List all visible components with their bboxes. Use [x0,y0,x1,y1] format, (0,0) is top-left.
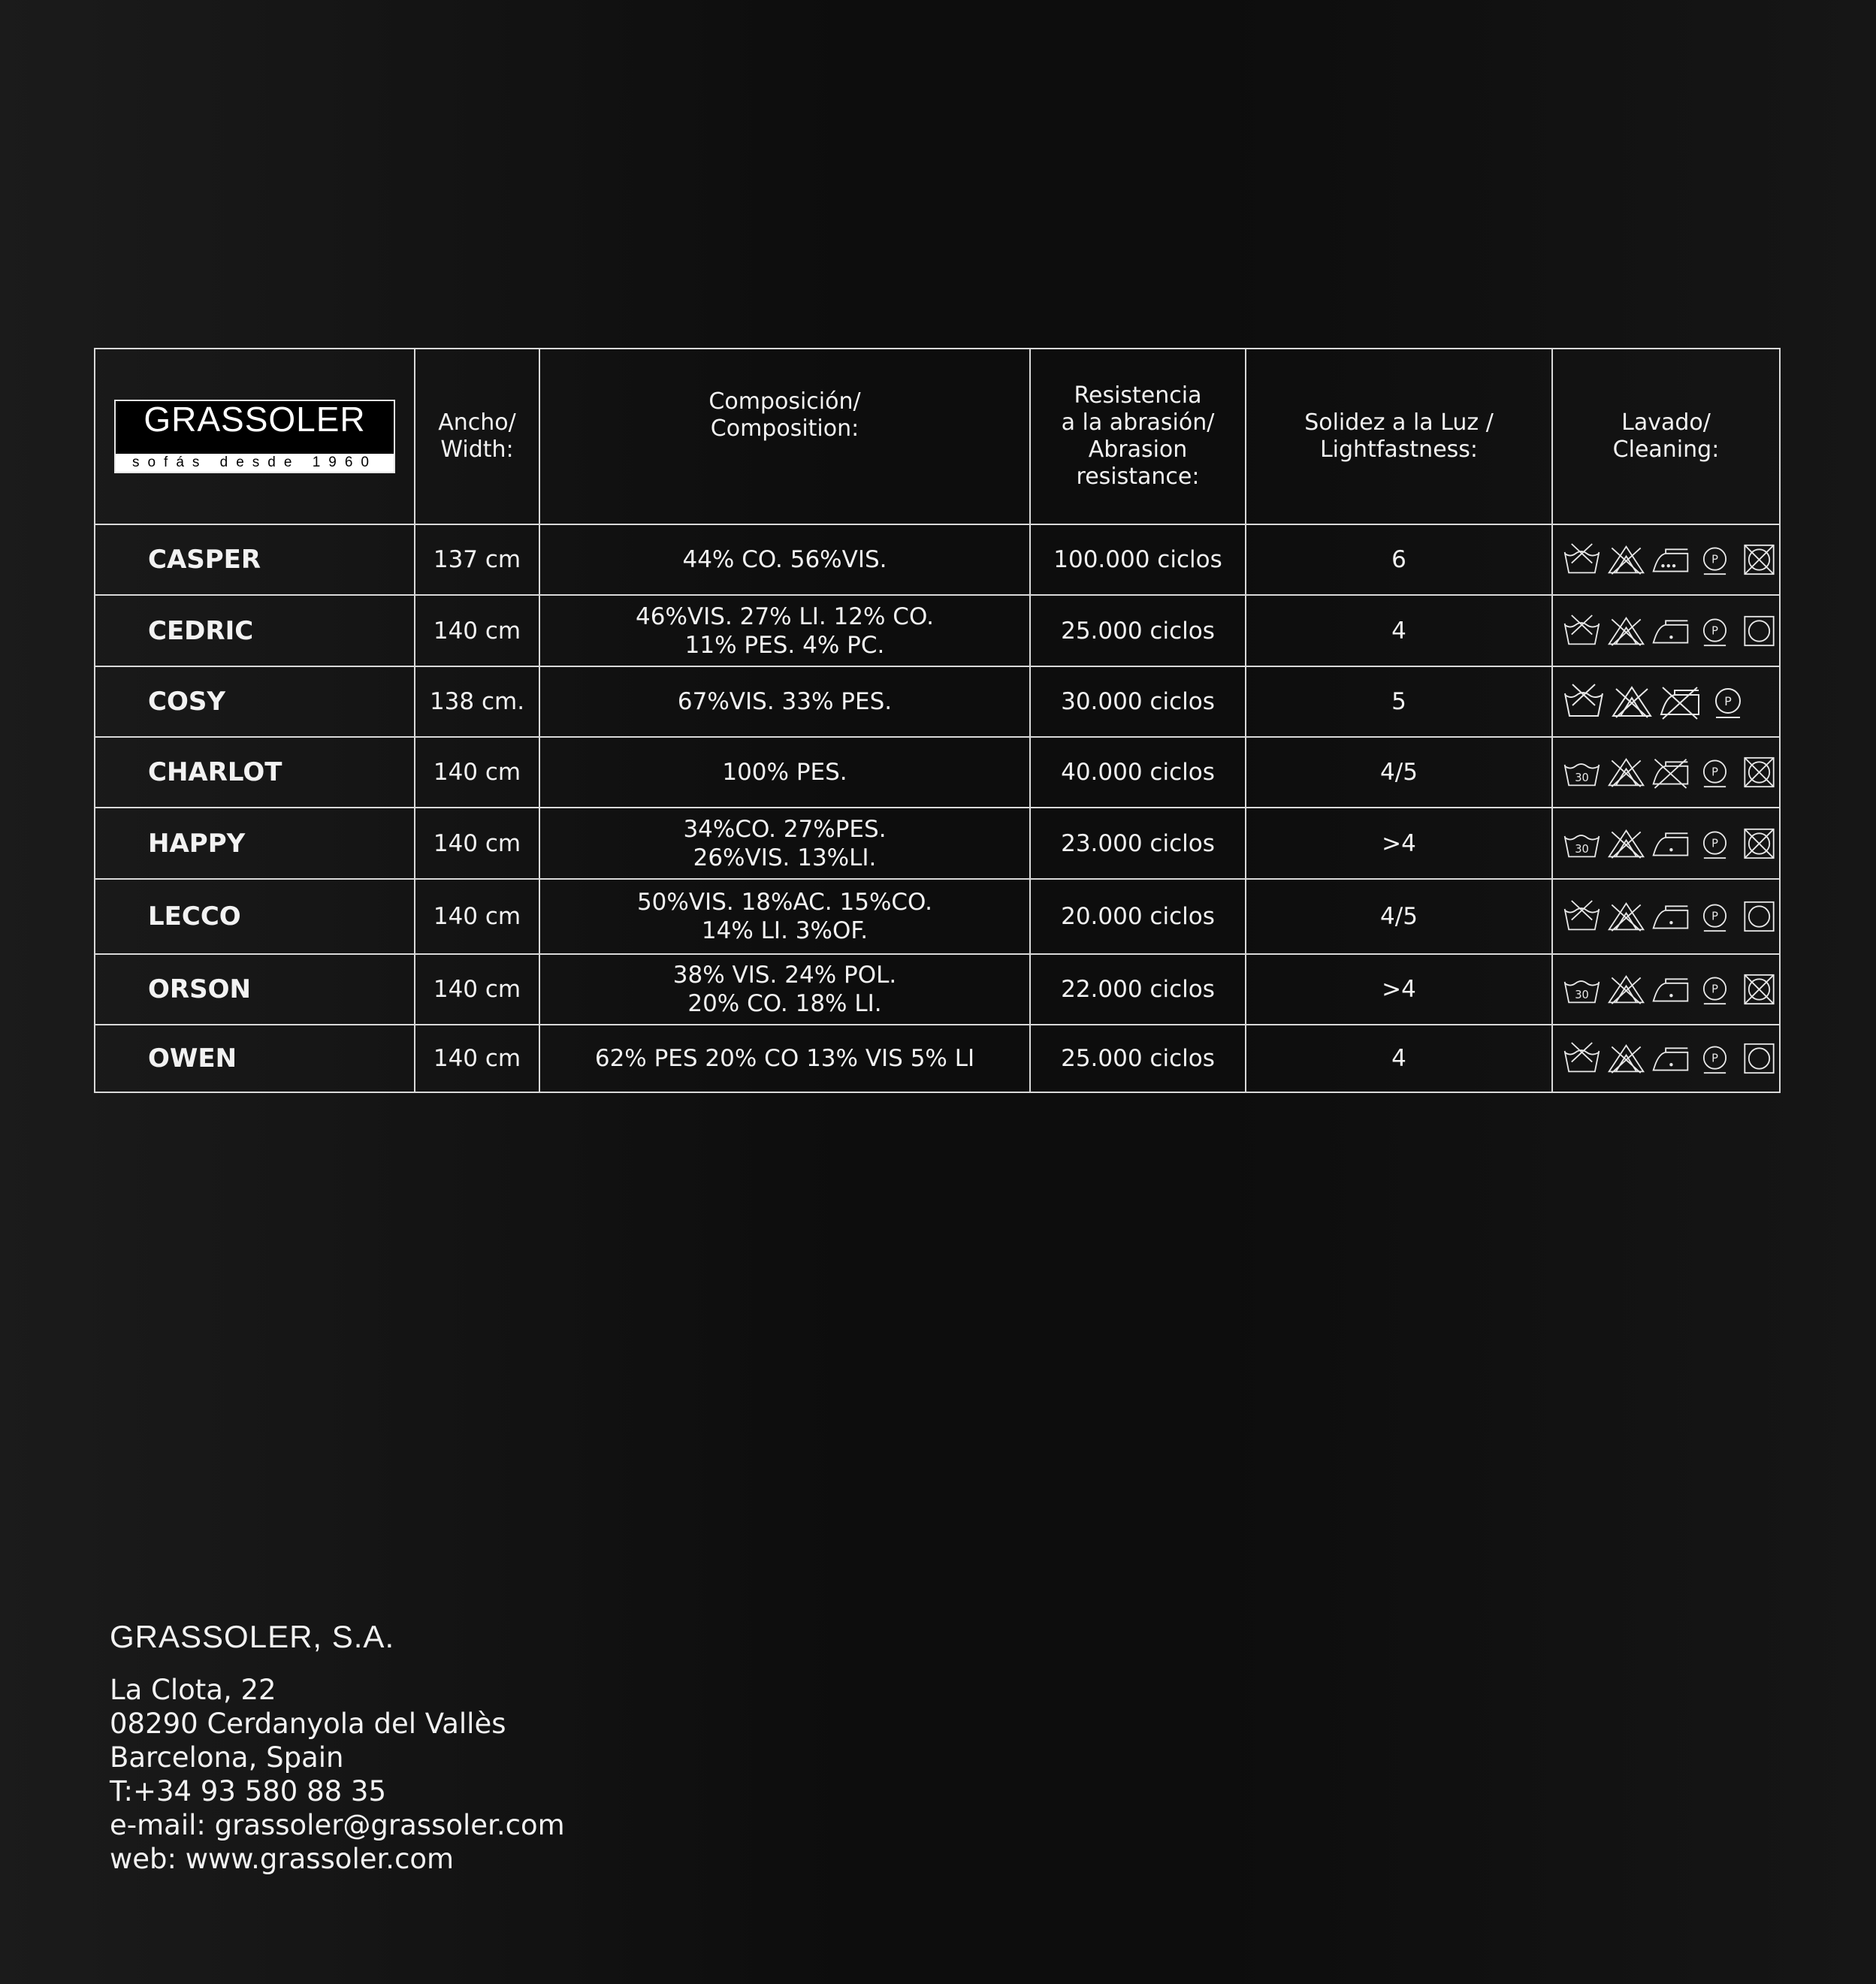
header-cleaning-en: Cleaning: [1612,436,1720,463]
no-bleach-icon [1606,898,1646,935]
care-icons [1553,683,1779,720]
fabric-composition [539,524,1030,595]
fabric-name: OWEN [95,1025,415,1092]
fabric-lightfastness: >4 [1246,808,1552,879]
fabric-care-symbols [1552,524,1780,595]
table-row [95,954,1780,1025]
fabric-care-symbols [1552,808,1780,879]
iron-low-icon [1651,898,1690,935]
fabric-width: 140 cm [415,879,539,954]
composition-line: 14% LI. 3%OF. [701,917,869,944]
fabric-lightfastness: 4 [1246,595,1552,666]
logo-cell [95,349,415,524]
table-body [95,524,1780,1092]
no-wash-icon [1562,541,1602,578]
no-iron-icon [1658,683,1702,720]
fabric-abrasion: 23.000 ciclos [1030,808,1246,879]
dryclean-p-icon [1695,971,1735,1008]
composition-line: 20% CO. 18% LI. [687,990,882,1017]
fabric-name: HAPPY [95,808,415,879]
no-bleach-icon [1606,541,1646,578]
dryclean-letter: P [1711,910,1718,923]
dryclean-letter: P [1711,553,1718,566]
fabric-composition [539,595,1030,666]
composition-line: 26%VIS. 13%LI. [693,844,877,871]
fabric-care-symbols [1552,737,1780,808]
fabric-composition [539,737,1030,808]
no-wash-icon [1562,683,1606,720]
fabric-composition [539,808,1030,879]
fabric-care-symbols [1552,595,1780,666]
wash-temp-label: 30 [1575,988,1589,1001]
fabric-lightfastness: >4 [1246,954,1552,1025]
fabric-name: CHARLOT [95,737,415,808]
fabric-composition [539,954,1030,1025]
dryclean-p-icon [1695,753,1735,791]
no-wash-icon [1562,1040,1602,1077]
header-lightfastness [1246,349,1552,524]
fabric-width: 140 cm [415,737,539,808]
no-bleach-icon [1606,825,1646,862]
header-light-es: Solidez a la Luz / [1304,409,1494,436]
fabric-care-symbols [1552,879,1780,954]
iron-low-icon [1651,1040,1690,1077]
fabric-width: 140 cm [415,808,539,879]
composition-line: 11% PES. 4% PC. [684,631,885,659]
care-icons [1553,1040,1779,1077]
fabric-width: 140 cm [415,1025,539,1092]
iron-low-icon [1651,612,1690,650]
fabric-care-symbols [1552,1025,1780,1092]
fabric-abrasion: 40.000 ciclos [1030,737,1246,808]
composition-line: 38% VIS. 24% POL. [672,962,897,989]
no-bleach-icon [1610,683,1654,720]
tumble-dry-icon [1739,1040,1779,1077]
website: web: www.grassoler.com [110,1843,455,1875]
fabric-composition [539,879,1030,954]
fabric-lightfastness: 5 [1246,666,1552,737]
fabric-width: 140 cm [415,954,539,1025]
iron-high-icon [1651,541,1690,578]
fabric-care-symbols [1552,666,1780,737]
iron-low-icon [1651,971,1690,1008]
care-icons [1553,898,1779,935]
tumble-dry-icon [1739,612,1779,650]
dryclean-p-icon [1695,541,1735,578]
wash-30-icon [1562,825,1602,862]
no-tumble-dry-icon [1739,753,1779,791]
header-width [415,349,539,524]
fabric-lightfastness: 4 [1246,1025,1552,1092]
wash-30-icon [1562,753,1602,791]
no-wash-icon [1562,612,1602,650]
logo-tagline: sofás desde 1960 [116,454,394,472]
fabric-lightfastness: 4/5 [1246,879,1552,954]
no-tumble-dry-icon [1739,971,1779,1008]
fabric-abrasion: 25.000 ciclos [1030,1025,1246,1092]
care-icons [1553,753,1779,791]
fabric-name: COSY [95,666,415,737]
header-abrasion-line3: Abrasion [1088,436,1188,463]
fabric-composition [539,666,1030,737]
header-composition [539,349,1030,524]
header-composition-es: Composición/ [708,388,861,415]
dryclean-letter: P [1711,1052,1718,1065]
fabric-composition [539,1025,1030,1092]
grassoler-logo [114,400,395,473]
dryclean-p-icon [1706,683,1750,720]
fabric-name: CEDRIC [95,595,415,666]
table-row [95,808,1780,879]
table-row [95,879,1780,954]
address-country: Barcelona, Spain [110,1741,344,1774]
dryclean-letter: P [1724,694,1732,708]
header-abrasion-line4: resistance: [1076,464,1200,490]
care-icons [1553,825,1779,862]
composition-line: 46%VIS. 27% LI. 12% CO. [636,602,934,630]
composition-line: 100% PES. [722,759,847,786]
dryclean-p-icon [1695,612,1735,650]
fabric-lightfastness: 4/5 [1246,737,1552,808]
no-tumble-dry-icon [1739,541,1779,578]
company-name: GRASSOLER, S.A. [110,1619,395,1654]
wash-temp-label: 30 [1575,771,1589,784]
header-abrasion-line1: Resistencia [1074,382,1202,409]
header-composition-en: Composition: [710,415,859,442]
dryclean-p-icon [1695,1040,1735,1077]
composition-line: 50%VIS. 18%AC. 15%CO. [636,889,933,916]
dryclean-p-icon [1695,825,1735,862]
fabric-width: 140 cm [415,595,539,666]
header-width-es: Ancho/ [438,409,516,436]
no-bleach-icon [1606,1040,1646,1077]
fabric-name: ORSON [95,954,415,1025]
table-row [95,666,1780,737]
composition-line: 34%CO. 27%PES. [683,815,887,843]
wash-30-icon [1562,971,1602,1008]
dryclean-letter: P [1711,837,1718,850]
fabric-abrasion: 100.000 ciclos [1030,524,1246,595]
no-tumble-dry-icon [1739,825,1779,862]
header-cleaning-es: Lavado/ [1621,409,1711,436]
table-row [95,595,1780,666]
iron-low-icon [1651,825,1690,862]
dryclean-letter: P [1711,983,1718,996]
header-width-en: Width: [440,436,514,463]
header-cleaning [1552,349,1780,524]
fabric-abrasion: 22.000 ciclos [1030,954,1246,1025]
logo-brand-name: GRASSOLER [143,400,366,439]
wash-temp-label: 30 [1575,842,1589,856]
email: e-mail: grassoler@grassoler.com [110,1809,565,1841]
header-abrasion [1030,349,1246,524]
fabric-name: CASPER [95,524,415,595]
fabric-abrasion: 30.000 ciclos [1030,666,1246,737]
no-wash-icon [1562,898,1602,935]
table-row [95,1025,1780,1092]
footer-contact [110,1619,565,1876]
dryclean-letter: P [1711,624,1718,638]
care-icons [1553,612,1779,650]
phone: T:+34 93 580 88 35 [110,1775,386,1807]
dryclean-letter: P [1711,766,1718,779]
header-abrasion-line2: a la abrasión/ [1061,409,1215,436]
no-bleach-icon [1606,612,1646,650]
fabric-abrasion: 25.000 ciclos [1030,595,1246,666]
address-city: 08290 Cerdanyola del Vallès [110,1708,506,1740]
address-street: La Clota, 22 [110,1674,276,1706]
composition-line: 62% PES 20% CO 13% VIS 5% LI [594,1045,975,1072]
fabric-abrasion: 20.000 ciclos [1030,879,1246,954]
dryclean-p-icon [1695,898,1735,935]
fabric-width: 137 cm [415,524,539,595]
fabric-care-symbols [1552,954,1780,1025]
composition-line: 44% CO. 56%VIS. [682,546,887,573]
fabric-name: LECCO [95,879,415,954]
tumble-dry-icon [1739,898,1779,935]
fabric-width: 138 cm. [415,666,539,737]
care-icons [1553,971,1779,1008]
fabric-spec-table [94,348,1781,1093]
composition-line: 67%VIS. 33% PES. [677,688,893,715]
care-icons [1553,541,1779,578]
header-light-en: Lightfastness: [1319,436,1479,463]
table-row [95,737,1780,808]
table-row [95,524,1780,595]
fabric-lightfastness: 6 [1246,524,1552,595]
no-bleach-icon [1606,971,1646,1008]
no-bleach-icon [1606,753,1646,791]
no-iron-icon [1651,753,1690,791]
